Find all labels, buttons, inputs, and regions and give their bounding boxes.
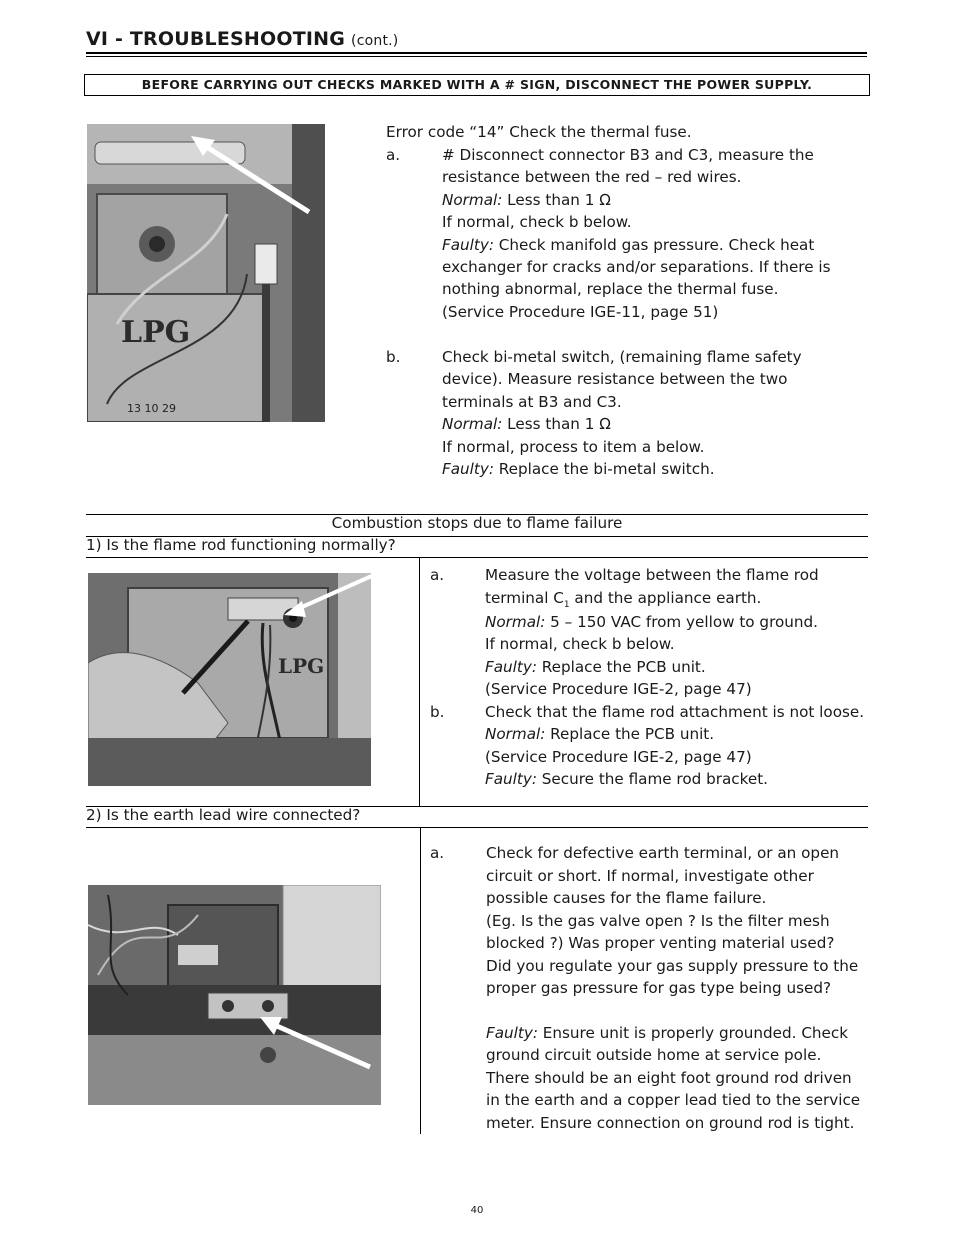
q2-a-line: blocked ?) Was proper venting material used? — [486, 934, 835, 952]
normal-label: Normal: — [485, 725, 546, 743]
error-14-b-line: terminals at B3 and C3. — [442, 393, 622, 411]
q2-a-marker: a. — [430, 844, 445, 862]
photo1-lpg-mark: LPG — [121, 315, 191, 350]
flame-rod-photo — [88, 573, 371, 786]
error-14-b-marker: b. — [386, 348, 401, 366]
page-title — [86, 28, 398, 50]
normal-label: Normal: — [442, 415, 503, 433]
error-14-heading: Error code “14” Check the thermal fuse. — [386, 123, 692, 141]
q2-a-line: proper gas pressure for gas type being used? — [486, 979, 832, 997]
q1-a-faulty — [485, 656, 706, 679]
normal-value: Less than 1 Ω — [502, 191, 611, 209]
normal-value: Replace the PCB unit. — [545, 725, 715, 743]
flame-failure-table-title: Combustion stops due to flame failure — [331, 514, 623, 532]
faulty-label: Faulty: — [486, 1024, 538, 1042]
q2-a-line: circuit or short. If normal, investigate other — [486, 867, 814, 885]
power-warning-box: BEFORE CARRYING OUT CHECKS MARKED WITH A # SIGN, DISCONNECT THE POWER SUPPLY. — [84, 74, 870, 96]
table-column-divider — [420, 827, 421, 1134]
q1-a-line2-sub: 1 — [563, 600, 570, 611]
faulty-label: Faulty: — [442, 460, 494, 478]
earth-lead-photo — [88, 885, 381, 1105]
q2-a-faulty-line: meter. Ensure connection on ground rod is tight. — [486, 1114, 855, 1132]
normal-label: Normal: — [485, 613, 546, 631]
error-14-a-faulty-line: exchanger for cracks and/or separations. If there is — [442, 258, 831, 276]
q2-a-faulty — [486, 1022, 848, 1045]
q1-b-faulty — [485, 768, 768, 791]
q1-a-reference: (Service Procedure IGE-2, page 47) — [485, 680, 752, 698]
q1-b-reference: (Service Procedure IGE-2, page 47) — [485, 748, 752, 766]
error-14-b-line: device). Measure resistance between the two — [442, 370, 788, 388]
error-14-a-if-normal: If normal, check b below. — [442, 213, 632, 231]
faulty-value: Check manifold gas pressure. Check heat — [493, 236, 815, 254]
title-rule-thick — [86, 52, 867, 54]
error-14-a-faulty — [442, 234, 814, 257]
faulty-label: Faulty: — [442, 236, 494, 254]
q2-a-faulty-line: ground circuit outside home at service pole. — [486, 1046, 822, 1064]
photo1-code-mark: 13 10 29 — [127, 402, 176, 415]
table-rule — [86, 827, 868, 828]
q1-b-line: Check that the flame rod attachment is not loose. — [485, 703, 865, 721]
q1-a-line2-pre: terminal C — [485, 589, 564, 607]
normal-label: Normal: — [442, 191, 503, 209]
faulty-value: Secure the flame rod bracket. — [536, 770, 769, 788]
page-title-text: VI - TROUBLESHOOTING — [86, 28, 346, 50]
question-2-label: 2) Is the earth lead wire connected? — [86, 806, 361, 824]
error-14-b-line: Check bi-metal switch, (remaining flame safety — [442, 348, 802, 366]
q2-a-line: Did you regulate your gas supply pressure to the — [486, 957, 859, 975]
faulty-label: Faulty: — [485, 770, 537, 788]
q2-a-line: (Eg. Is the gas valve open ? Is the filter mesh — [486, 912, 830, 930]
photo2-lpg-mark: LPG — [278, 654, 325, 678]
question-1-label: 1) Is the flame rod functioning normally? — [86, 536, 396, 554]
table-column-divider — [419, 557, 420, 806]
q1-b-marker: b. — [430, 703, 445, 721]
error-14-a-marker: a. — [386, 146, 401, 164]
error-14-b-faulty — [442, 458, 715, 481]
page-number: 40 — [470, 1205, 484, 1216]
q2-a-faulty-line: There should be an eight foot ground rod driven — [486, 1069, 852, 1087]
q2-a-faulty-line: in the earth and a copper lead tied to the service — [486, 1091, 861, 1109]
error-14-a-normal — [442, 189, 611, 212]
error-14-a-faulty-line: nothing abnormal, replace the thermal fuse. — [442, 280, 779, 298]
q1-a-marker: a. — [430, 566, 445, 584]
error-14-a-line: # Disconnect connector B3 and C3, measure the — [442, 146, 814, 164]
faulty-label: Faulty: — [485, 658, 537, 676]
q2-a-line: possible causes for the flame failure. — [486, 889, 767, 907]
page-subtitle: (cont.) — [351, 33, 399, 49]
faulty-value: Ensure unit is properly grounded. Check — [537, 1024, 849, 1042]
q1-a-line: Measure the voltage between the flame rod — [485, 566, 819, 584]
faulty-value: Replace the PCB unit. — [536, 658, 706, 676]
normal-value: Less than 1 Ω — [502, 415, 611, 433]
q1-a-if-normal: If normal, check b below. — [485, 635, 675, 653]
error-14-a-reference: (Service Procedure IGE-11, page 51) — [442, 303, 719, 321]
error-14-b-if-normal: If normal, process to item a below. — [442, 438, 705, 456]
table-rule — [86, 557, 868, 558]
q2-a-line: Check for defective earth terminal, or an open — [486, 844, 840, 862]
q1-a-line2-post: and the appliance earth. — [569, 589, 762, 607]
q1-b-normal — [485, 723, 714, 746]
error-14-b-normal — [442, 413, 611, 436]
q1-a-normal — [485, 611, 818, 634]
thermal-fuse-photo — [87, 124, 325, 422]
error-14-a-line: resistance between the red – red wires. — [442, 168, 742, 186]
normal-value: 5 – 150 VAC from yellow to ground. — [545, 613, 818, 631]
title-rule-thin — [86, 56, 867, 57]
faulty-value: Replace the bi-metal switch. — [493, 460, 715, 478]
